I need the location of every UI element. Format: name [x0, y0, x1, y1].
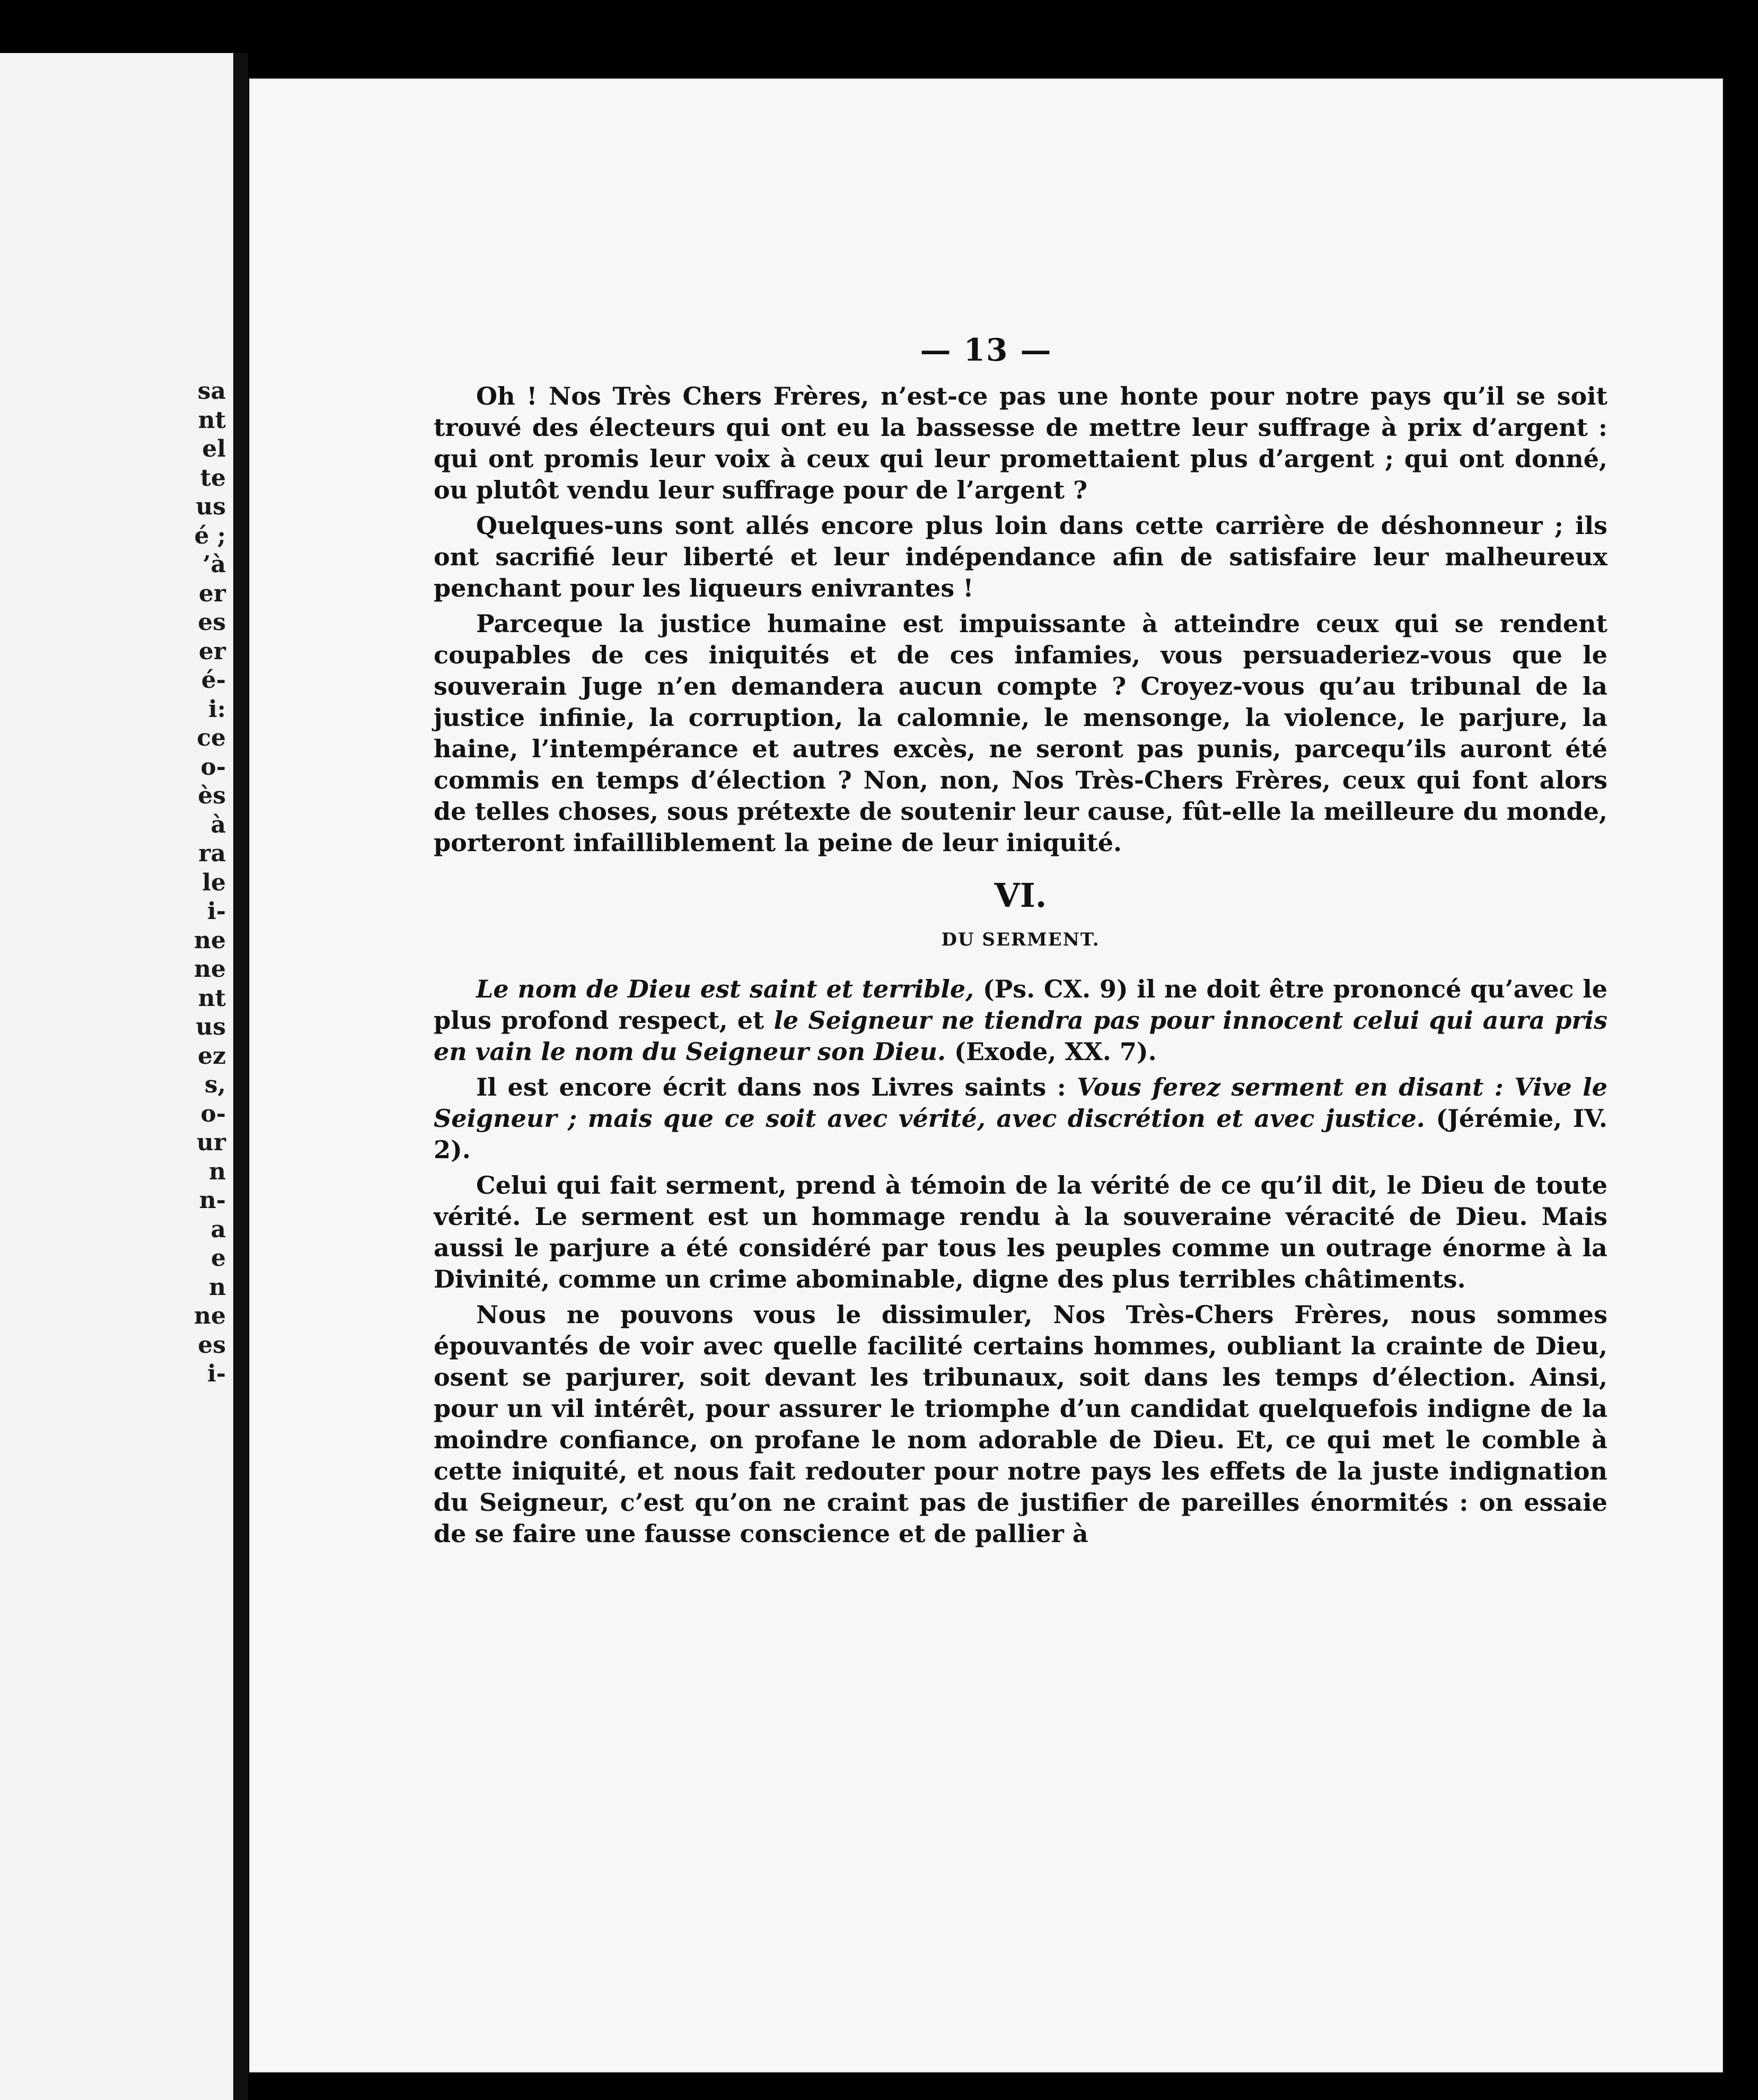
quote-exode: le Seigneur ne tiendra pas pour innocent celui qui aura pris en vain le nom du Seigneur son Dieu.	[434, 1006, 1607, 1066]
body-text	[434, 381, 1607, 1550]
paragraph-honte: Oh ! Nos Très Chers Frères, n’est-ce pas une honte pour notre pays qu’il se soit trouvé des électeurs qui ont eu la bassesse de mettre leur suffrage à prix d’argent : qui ont promis leur voix à ceux qui leur promettaient plus d’argent ; qui ont donné, ou plutôt vendu leur suffrage pour de l’argent ?	[434, 382, 1607, 504]
text-livres: Il est encore écrit dans nos Livres saints :	[476, 1073, 1077, 1101]
previous-page-fragment: ne	[194, 926, 226, 954]
quote-jeremie: Vous ferez serment en disant : Vive le Seigneur ; mais que ce soit avec vérité, avec discrétion et avec justice.	[434, 1073, 1608, 1133]
previous-page-fragment: ne	[194, 1302, 226, 1329]
previous-page-fragment: i-	[207, 1360, 226, 1387]
previous-page-edge	[0, 53, 233, 2100]
previous-page-fragment: te	[200, 464, 226, 492]
paragraph-justice: Parceque la justice humaine est impuissante à atteindre ceux qui se rendent coupables de ces iniquités et de ces infamies, vous persuaderiez-vous que le souverain Juge n’en demandera aucun compte ? Croyez-vous qu’au tribunal de la justice infinie, la corruption, la calomnie, le mensonge, la violence, le parjure, la haine, l’intempérance et autres excès, ne seront pas punis, parcequ’ils auront été commis en temps d’élection ? Non, non, Nos Très-Chers Frères, ceux qui font alors de telles choses, sous prétexte de soutenir leur cause, fût-elle la meilleure du monde, porteront infailliblement la peine de leur iniquité.	[434, 609, 1607, 857]
paragraph-deshonneur: Quelques-uns sont allés encore plus loin dans cette carrière de déshonneur ; ils ont sacrifié leur liberté et leur indépendance afin de satisfaire leur malheureux penchant pour les liqueurs enivrantes !	[434, 511, 1607, 602]
text-exode: (Exode, XX. 7).	[946, 1037, 1157, 1066]
previous-page-fragment: er	[198, 637, 226, 665]
previous-page-fragment: ès	[198, 782, 226, 809]
section-title: DU SERMENT.	[941, 929, 1100, 950]
section-numeral: VI.	[994, 876, 1047, 915]
previous-page-fragment: ez	[198, 1042, 226, 1070]
page-13	[249, 78, 1723, 2072]
paragraph-nom-de-dieu	[434, 974, 1607, 1068]
previous-page-fragment: n-	[199, 1187, 226, 1214]
previous-page-fragment: a	[210, 1215, 226, 1243]
text-jeremie: (Jérémie, IV. 2).	[434, 1104, 1608, 1164]
page-gutter	[233, 53, 248, 2100]
previous-page-fragment: es	[198, 609, 226, 636]
previous-page-fragment: el	[202, 435, 226, 462]
previous-page-fragment: us	[196, 493, 226, 520]
previous-page-fragment: e	[211, 1245, 226, 1272]
previous-page-fragment: ur	[196, 1129, 226, 1156]
previous-page-fragment: sa	[197, 378, 226, 405]
previous-page-fragment: ce	[197, 724, 226, 751]
paragraph-parjure: Nous ne pouvons vous le dissimuler, Nos Très-Chers Frères, nous sommes épouvantés de voir avec quelle facilité certains hommes, oubliant la crainte de Dieu, osent se parjurer, soit devant les tribunaux, soit dans les temps d’élection. Ainsi, pour un vil intérêt, pour assurer le triomphe d’un candidat quelquefois indigne de la moindre confiance, on profane le nom adorable de Dieu. Et, ce qui met le comble à cette iniquité, et nous fait redouter pour notre pays les effets de la juste indignation du Seigneur, c’est qu’on ne craint pas de justifier de pareilles énormités : on essaie de se faire une fausse conscience et de pallier à	[434, 1300, 1607, 1548]
previous-page-fragment: nt	[198, 406, 226, 434]
previous-page-fragment: n	[209, 1158, 226, 1185]
previous-page-fragment: à	[210, 811, 226, 838]
previous-page-fragment: é-	[201, 667, 226, 694]
previous-page-fragment: nt	[198, 984, 226, 1012]
previous-page-fragment: o-	[200, 753, 226, 781]
text-ps: (Ps. CX. 9) il ne doit être prononcé qu’avec le plus profond respect, et	[434, 975, 1607, 1035]
previous-page-fragment: n	[209, 1273, 226, 1301]
previous-page-fragment: es	[198, 1331, 226, 1359]
previous-page-fragment: o-	[200, 1100, 226, 1127]
page-number: — 13 —	[920, 332, 1052, 368]
previous-page-fragment: i-	[207, 898, 226, 925]
previous-page-fragment: us	[196, 1013, 226, 1040]
previous-page-fragment: ne	[194, 956, 226, 983]
previous-page-fragment: ’à	[203, 551, 226, 578]
previous-page-fragment: ra	[198, 840, 226, 867]
quote-ps: Le nom de Dieu est saint et terrible,	[476, 975, 974, 1003]
previous-page-fragment: i:	[208, 695, 226, 723]
previous-page-fragment: s,	[204, 1071, 226, 1098]
paragraph-serment: Celui qui fait serment, prend à témoin de la vérité de ce qu’il dit, le Dieu de toute vérité. Le serment est un hommage rendu à la souveraine véracité de Dieu. Mais aussi le parjure a été considéré par tous les peuples comme un outrage énorme à la Divinité, comme un crime abominable, digne des plus terribles châtiments.	[434, 1171, 1607, 1293]
previous-page-fragment: é ;	[194, 522, 226, 549]
paragraph-livres-saints	[434, 1072, 1607, 1166]
previous-page-fragment: le	[202, 869, 226, 896]
previous-page-fragment: er	[198, 580, 226, 607]
